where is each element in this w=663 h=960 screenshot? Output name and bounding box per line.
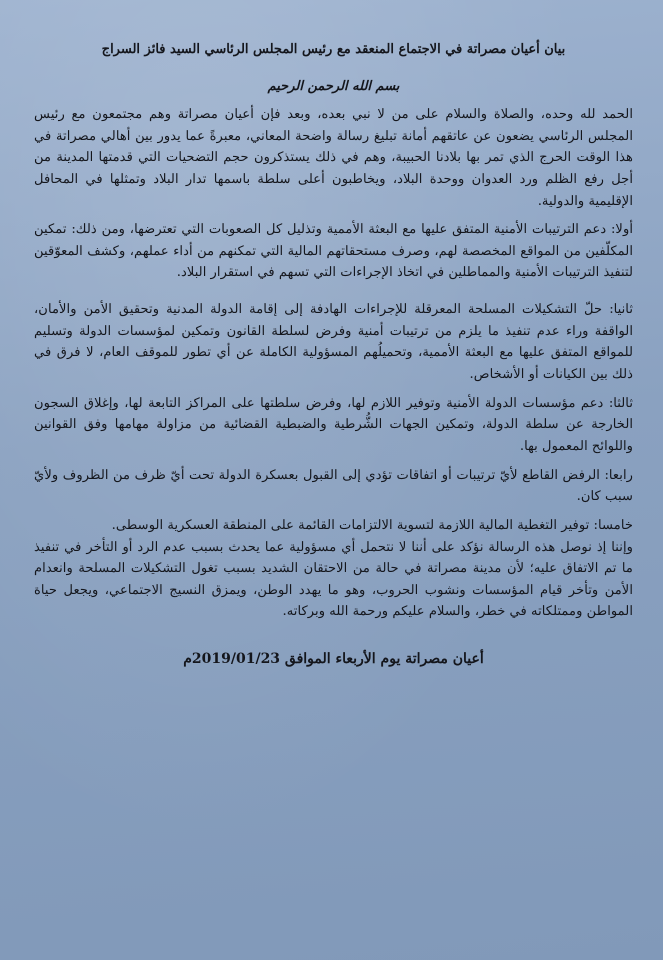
intro-paragraph: الحمد لله وحده، والصلاة والسلام على من لا نبي بعده، وبعد فإن أعيان مصراتة وهم مجتمعون مع رئيس المجلس الرئاسي يضعون عن عاتقهم أمانة تبليغ رسالة واضحة المعاني، معبرةً عما يدور بين أهالي مصراتة في هذا الوقت الحرج الذي تمر بها بلادنا الحبيبة، وهم في ذلك يستذكرون حجم التضحيات التي قدمتها المدينة من أجل رفع الظلم ورد العدوان ووحدة البلاد، ويخاطبون أعلى سلطة باسمها تدار البلاد وتمثلها في المحافل الإقليمية والدولية.: [34, 107, 633, 209]
point-4-paragraph: رابعا: الرفض القاطع لأيّ ترتيبات أو اتفاقات تؤدي إلى القبول بعسكرة الدولة تحت أيّ ظرف من الظروف ولأيّ سبب كان.: [34, 467, 633, 505]
spacer: [34, 458, 633, 465]
closing-paragraph: وإننا إذ نوصل هذه الرسالة نؤكد على أننا لا نتحمل أي مسؤولية عما يحدث بسبب عدم الرد أو التأخر في تنفيذ ما تم الاتفاق عليه؛ لأن مدينة مصراتة في حالة من الاحتقان الشديد بسبب تغول التشكيلات المسلحة وانعدام الأمن وتأخر قيام المؤسسات ونشوب الحروب، وهو ما يهدد الوطن، ويمزق النسيج الاجتماعي، ويجعل حياة المواطن وممتلكاته في خطر، والسلام عليكم ورحمة الله وبركاته.: [34, 539, 633, 620]
point-3-paragraph: ثالثا: دعم مؤسسات الدولة الأمنية وتوفير اللازم لها، وفرض سلطتها على المراكز التابعة لها، وإغلاق السجون الخارجة عن سلطة الدولة، وتمكين الجهات الشُّرطية والضبطية القضائية من مزاولة مهامها وفق القوانين واللوائح المعمول بها.: [34, 395, 633, 454]
spacer: [34, 508, 633, 515]
point-1-paragraph: أولا: دعم الترتيبات الأمنية المتفق عليها مع البعثة الأممية وتذليل كل الصعوبات التي تعترضها، ومن ذلك: تمكين المكلّفين من المواقع المخصصة لهم، وصرف مستحقاتهم المالية التي تمكنهم من أداء عملهم، وكشف المعوّقين لتنفيذ الترتيبات الأمنية والمماطلين في اتخاذ الإجراءات التي تسهم في استقرار البلاد.: [34, 222, 633, 281]
document-title: بيان أعيان مصراتة في الاجتماع المنعقد مع رئيس المجلس الرئاسي السيد فائز السراج: [101, 42, 566, 57]
signature-line: أعيان مصراتة يوم الأربعاء الموافق 2019/01/23م: [183, 651, 484, 668]
spacer: [34, 386, 633, 393]
point-5-paragraph: خامسا: توفير التغطية المالية اللازمة لتسوية الالتزامات القائمة على المنطقة العسكرية الوسطى.: [111, 517, 633, 533]
spacer: [34, 284, 633, 299]
point-2-paragraph: ثانيا: حلّ التشكيلات المسلحة المعرقلة للإجراءات الهادفة إلى إقامة الدولة المدنية وتحقيق الأمن والأمان، الواقفة وراء عدم تنفيذ ما يلزم من ترتيبات أمنية وفرض لسلطة القانون وتمكين لمؤسسات الدولة وتسليم للمواقع المتفق عليها مع البعثة الأممية، وتحميلُهم المسؤولية الكاملة عن أي تطور للموقف العام، لا فرق في ذلك بين الكيانات أو الأشخاص.: [34, 302, 633, 383]
basmala: بسم الله الرحمن الرحيم: [267, 79, 400, 94]
spacer: [34, 212, 633, 219]
